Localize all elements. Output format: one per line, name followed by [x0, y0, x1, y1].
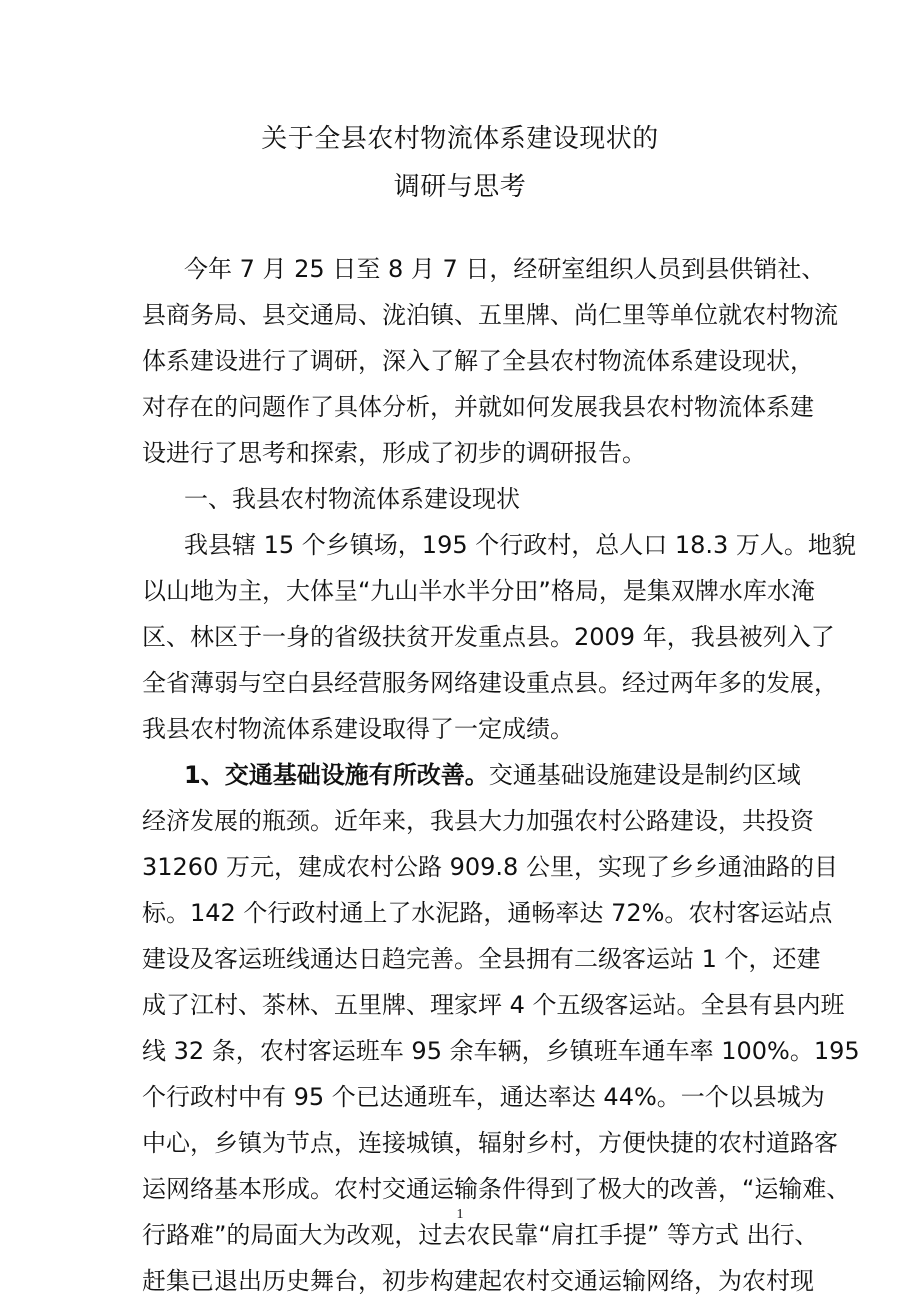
item-line: 31260 万元，建成农村公路 909.8 公里，实现了乡乡通油路的目 — [142, 853, 838, 881]
document-title-line-2: 调研与思考 — [393, 172, 527, 202]
section-line: 区、林区于一身的省级扶贫开发重点县。2009 年，我县被列入了 — [142, 623, 835, 651]
intro-line: 设进行了思考和探索，形成了初步的调研报告。 — [142, 439, 646, 467]
item-line: 标。142 个行政村通上了水泥路，通畅率达 72%。农村客运站点 — [142, 899, 833, 927]
item-line: 赶集已退出历史舞台，初步构建起农村交通运输网络，为农村现 — [142, 1267, 814, 1295]
section-line: 我县农村物流体系建设取得了一定成绩。 — [142, 715, 574, 743]
document-title-line-1: 关于全县农村物流体系建设现状的 — [261, 124, 659, 154]
section-line: 全省薄弱与空白县经营服务网络建设重点县。经过两年多的发展， — [142, 669, 838, 697]
intro-line: 对存在的问题作了具体分析，并就如何发展我县农村物流体系建 — [142, 393, 814, 421]
item-line: 个行政村中有 95 个已达通班车，通达率达 44%。一个以县城为 — [142, 1083, 825, 1111]
item-line: 经济发展的瓶颈。近年来，我县大力加强农村公路建设，共投资 — [142, 807, 814, 835]
item-line: 线 32 条，农村客运班车 95 余车辆，乡镇班车通车率 100%。195 — [142, 1037, 860, 1065]
item-line: 运网络基本形成。农村交通运输条件得到了极大的改善，“运输难、 — [142, 1175, 851, 1203]
section-line: 以山地为主，大体呈“九山半水半分田”格局，是集双牌水库水淹 — [142, 577, 815, 605]
section-line: 我县辖 15 个乡镇场，195 个行政村，总人口 18.3 万人。地貌 — [184, 531, 856, 559]
item-heading: 1、交通基础设施有所改善。 — [184, 761, 489, 789]
item-line: 建设及客运班线通达日趋完善。全县拥有二级客运站 1 个，还建 — [142, 945, 821, 973]
item-line: 中心，乡镇为节点，连接城镇，辐射乡村，方便快捷的农村道路客 — [142, 1129, 838, 1157]
item-line: 成了江村、茶林、五里牌、理家坪 4 个五级客运站。全县有县内班 — [142, 991, 845, 1019]
section-heading: 一、我县农村物流体系建设现状 — [184, 485, 520, 513]
intro-line: 县商务局、县交通局、泷泊镇、五里牌、尚仁里等单位就农村物流 — [142, 301, 838, 329]
item-first-line-rest: 交通基础设施建设是制约区域 — [488, 761, 801, 789]
item-line: 行路难”的局面大为改观，过去农民靠“肩扛手提” 等方式 出行、 — [142, 1221, 819, 1249]
item-first-line — [184, 760, 801, 790]
intro-line: 今年 7 月 25 日至 8 月 7 日，经研室组织人员到县供销社、 — [184, 255, 826, 283]
page-number: 1 — [456, 1207, 464, 1222]
intro-line: 体系建设进行了调研，深入了解了全县农村物流体系建设现状， — [142, 347, 814, 375]
